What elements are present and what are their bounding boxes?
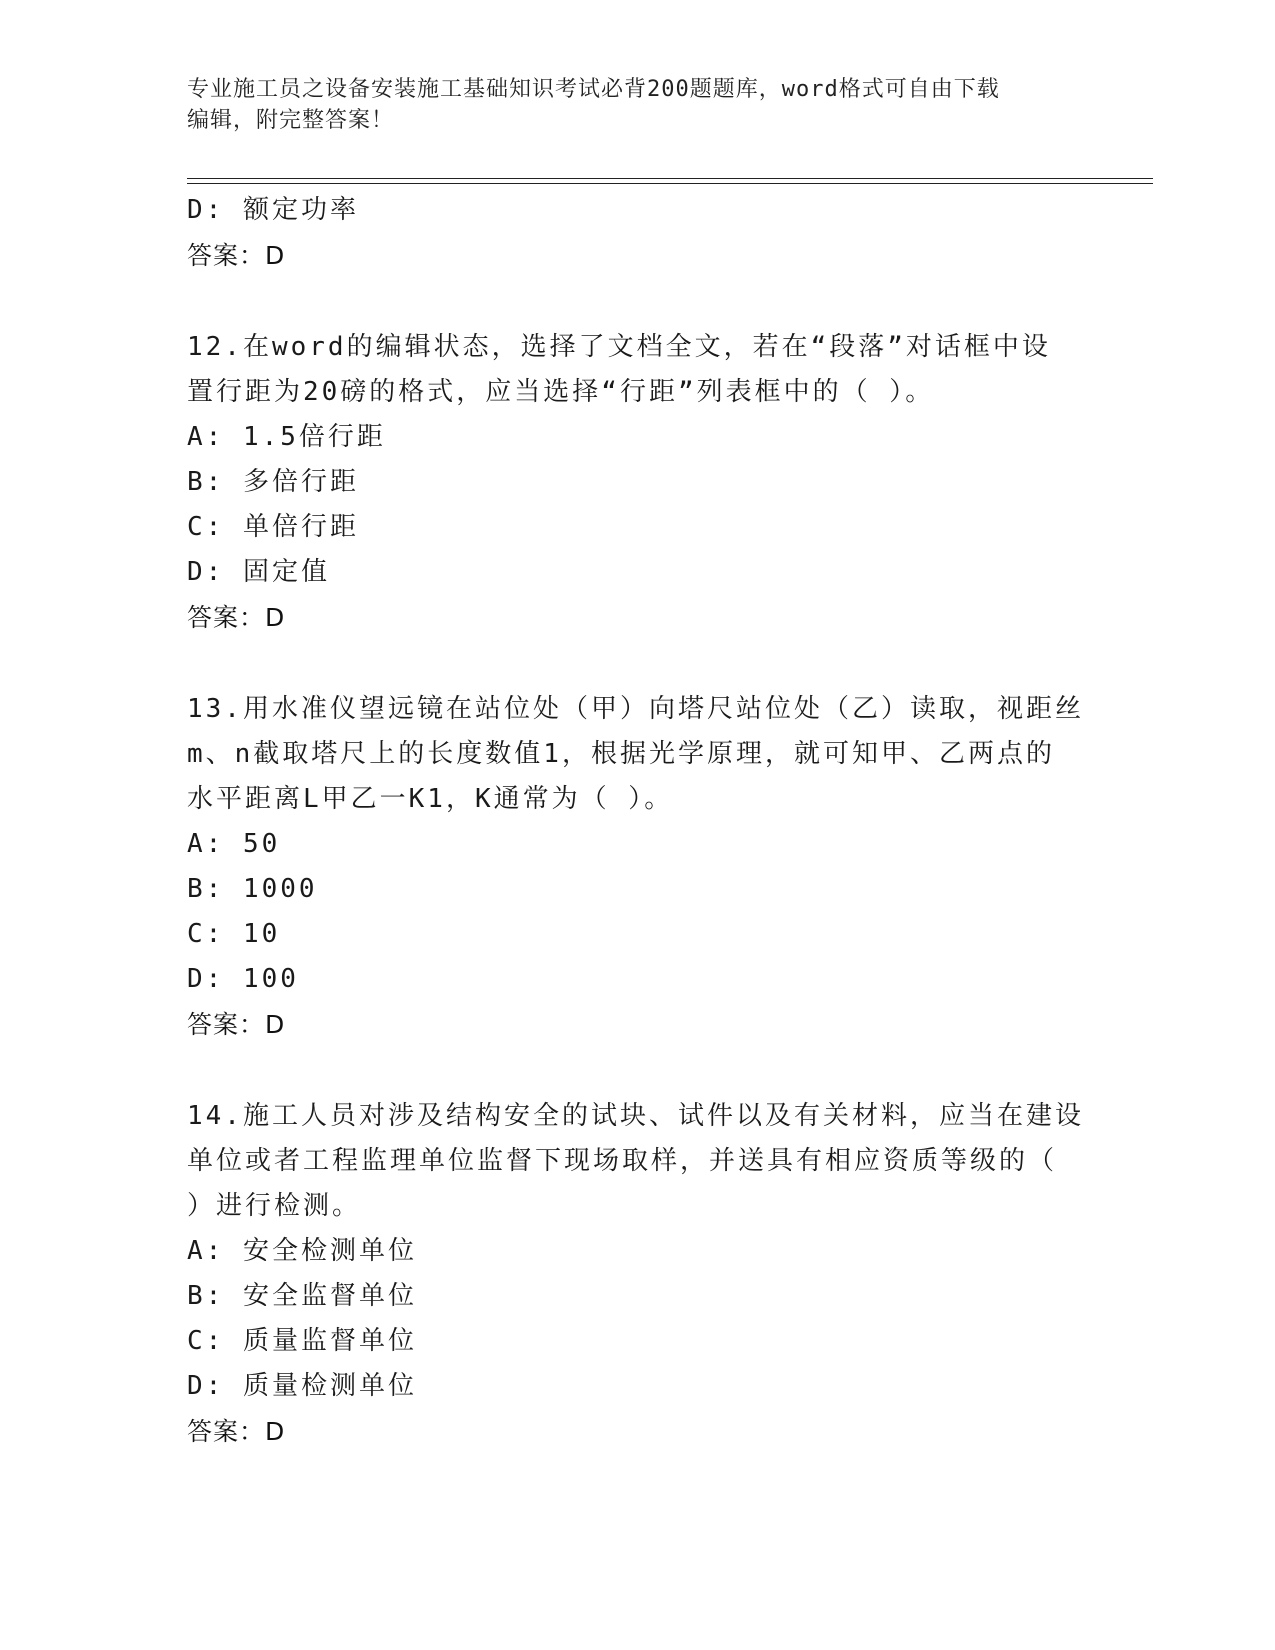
question-text-line: m、n截取塔尺上的长度数值1，根据光学原理，就可知甲、乙两点的 [187,739,1055,769]
question-list [187,188,1087,1501]
option-d: D: 固定值 [187,557,330,587]
question-text-line: 水平距离L甲乙一K1，K通常为（ ）。 [187,784,674,814]
option-a: A: 安全检测单位 [187,1236,417,1266]
option-d: D: 100 [187,964,299,994]
document-header [187,74,1087,136]
question-text-line: 置行距为20磅的格式，应当选择“行距”列表框中的（ ）。 [187,377,935,407]
option-d: D: 额定功率 [187,195,359,225]
question-block-14 [187,1094,1087,1454]
question-text-line: 14.施工人员对涉及结构安全的试块、试件以及有关材料，应当在建设 [187,1101,1084,1131]
header-line-2: 编辑，附完整答案！ [187,108,395,133]
option-c: C: 单倍行距 [187,512,359,542]
question-text-line: 13.用水准仪望远镜在站位处（甲）向塔尺站位处（乙）读取，视距丝 [187,694,1084,724]
header-line-1: 专业施工员之设备安装施工基础知识考试必背200题题库，word格式可自由下载 [187,77,1000,102]
option-d: D: 质量检测单位 [187,1371,417,1401]
option-b: B: 1000 [187,874,318,904]
header-divider-bottom [187,183,1153,184]
answer-line: 答案：D [187,603,286,632]
answer-line: 答案：D [187,241,286,270]
question-block-12 [187,325,1087,640]
question-block-13 [187,687,1087,1047]
option-a: A: 50 [187,829,281,859]
question-text-line: ）进行检测。 [187,1191,362,1221]
option-b: B: 多倍行距 [187,467,359,497]
option-a: A: 1.5倍行距 [187,422,386,452]
answer-line: 答案：D [187,1010,286,1039]
option-b: B: 安全监督单位 [187,1281,417,1311]
answer-line: 答案：D [187,1417,286,1446]
question-text-line: 12.在word的编辑状态，选择了文档全文，若在“段落”对话框中设 [187,332,1051,362]
option-c: C: 10 [187,919,281,949]
option-c: C: 质量监督单位 [187,1326,417,1356]
question-text-line: 单位或者工程监理单位监督下现场取样，并送具有相应资质等级的（ [187,1146,1058,1176]
header-divider-top [187,178,1153,179]
